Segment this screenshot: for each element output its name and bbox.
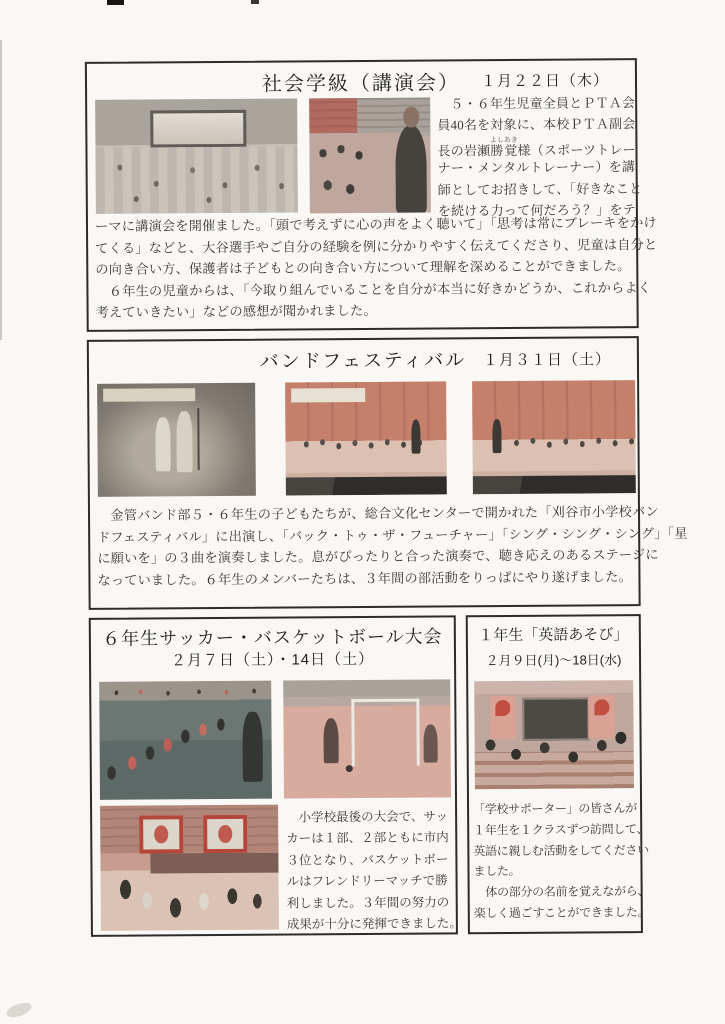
- text-line: 長の岩瀬勝覚よしあき様（スポーツトレー: [437, 135, 636, 159]
- projector-screen: [150, 110, 247, 147]
- photo-auditorium-audience: [95, 98, 298, 213]
- english-date: ２月９日(月)～18日(水): [485, 652, 622, 669]
- text-line: 英語に親しむ活動をしてください: [473, 842, 649, 858]
- text-line: カーは１部、２部ともに市内: [286, 830, 449, 846]
- seated-students: [475, 725, 634, 789]
- standing-boy-figure: [395, 125, 427, 213]
- band-members: [295, 433, 430, 454]
- text-line: 利しました。３年間の努力の: [286, 895, 450, 911]
- photo-two-students-stage: [97, 383, 256, 497]
- text-line: に願いを」の３曲を演奏しました。息がぴったりと合った演奏で、聴き応えのあるステージに: [97, 546, 659, 566]
- text-line: 成果が十分に発揮できました。: [286, 916, 462, 932]
- section-band-festival: [87, 336, 688, 610]
- text-line: を続ける力って何だろう？」をテ: [437, 202, 636, 219]
- text-line: 体の部分の名前を覚えながら、: [473, 884, 650, 900]
- text-line: ドフェスティバル」に出演し、「バック・トゥ・ザ・フューチャー」「シング・シング・シング」「星: [97, 525, 688, 545]
- text-line: ６年生の児童からは、「今取り組んでいることを自分が本当に好きかどうか、これからよく: [95, 279, 652, 299]
- section-lecture: [85, 58, 658, 332]
- sports-title: ６年生サッカー・バスケットボール大会: [102, 626, 443, 649]
- english-paragraph: [473, 798, 649, 924]
- text-line: の向き合い方、保護者は子どもとの向き合い方について理解を深めることができました。: [95, 258, 631, 277]
- soccer-players: [99, 704, 247, 788]
- ruby-furigana: 勝覚よしあき: [489, 135, 518, 158]
- kicker-figure: [324, 718, 339, 763]
- english-title: １年生「英語あそび」: [478, 626, 629, 645]
- soccer-goal: [352, 698, 420, 765]
- photo-classroom-english: [474, 680, 634, 789]
- photo-soccer-field: [99, 681, 272, 800]
- text-line: 小学校最後の大会で、サッ: [286, 809, 449, 825]
- stage-banner: [292, 388, 366, 403]
- text-line: ナー・メンタルトレーナー）を講: [437, 159, 636, 176]
- gym-banner: [203, 815, 247, 853]
- sports-date: ２月７日（土）・14日（土）: [170, 650, 375, 670]
- lecture-right-column: [437, 92, 642, 222]
- sports-paragraph: [286, 806, 462, 936]
- band-members: [505, 432, 636, 453]
- text-line: 金管バンド部５・６年生の子どもたちが、総合文化センターで開かれた「刈谷市小学校バン: [96, 503, 659, 523]
- section-sports: [89, 615, 462, 937]
- seated-audience: [95, 146, 297, 214]
- microphone-stand: [197, 408, 199, 470]
- band-paragraph: [97, 501, 688, 591]
- text-line: 師としてお招きして、「好きなこと: [437, 180, 643, 198]
- text-line: ました。: [473, 864, 521, 879]
- goalkeeper-figure: [424, 724, 438, 762]
- stage-banner: [103, 388, 195, 402]
- text-line: 員40名を対象に、本校ＰＴＡ副会: [437, 116, 636, 133]
- text-line: てくる」などと、大谷選手やご自分の経験を例に分かりやすく伝えてくださり、児童は自分と: [95, 236, 658, 256]
- band-date: １月３１日（土）: [482, 351, 612, 370]
- referee-figure: [242, 711, 263, 782]
- text-line: ３位となり、バスケットボー: [286, 852, 449, 868]
- lecture-title: 社会学級（講演会）: [261, 72, 461, 96]
- text-line: ルはフレンドリーマッチで勝: [286, 873, 448, 889]
- conductor-figure: [492, 419, 502, 453]
- photo-band-performance-1: [285, 381, 447, 495]
- basketball-players: [100, 855, 279, 931]
- text-line: ーマに講演会を開催ました。「頭で考えずに心の声をよく聴いて」「思考は常にブレーキをかけ: [94, 214, 657, 234]
- text-line: １年生を１クラスずつ訪問して、: [473, 821, 649, 838]
- photo-penalty-kick: [283, 679, 451, 798]
- text-line: なっていました。６年生のメンバーたちは、３年間の部活動をりっぱにやり遂げました。: [97, 568, 633, 588]
- photo-band-performance-2: [472, 380, 636, 494]
- photo-basketball-game: [100, 805, 279, 931]
- text-line: ５・６年生児童全員とＰＴＡ会: [437, 95, 636, 112]
- photo-speaker-boy: [309, 98, 431, 214]
- conductor-figure: [411, 420, 421, 454]
- text-line: 考えていきたい」などの感想が聞かれました。: [95, 302, 377, 320]
- band-title: バンドフェスティバル: [259, 350, 467, 373]
- gym-banner: [139, 815, 183, 853]
- soccer-ball: [346, 765, 353, 772]
- lecture-date: １月２２日（木）: [480, 72, 610, 91]
- text-line: 楽しく過ごすことができました。: [473, 904, 650, 921]
- section-english-play: [466, 614, 650, 934]
- lecture-paragraph: [95, 212, 658, 323]
- text-line: 「学校サポーター」の皆さんが: [473, 801, 637, 817]
